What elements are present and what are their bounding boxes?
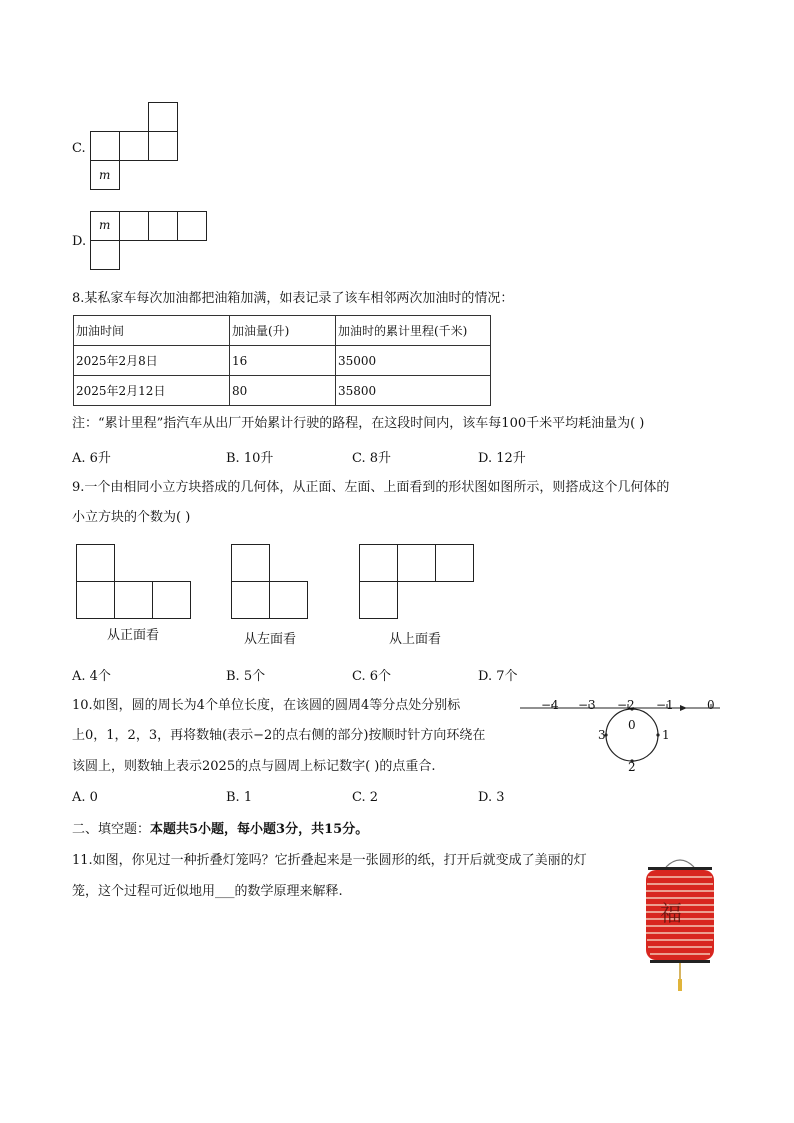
axis-tick-label: −2 xyxy=(617,698,635,712)
table-cell: 35000 xyxy=(336,346,491,376)
q10-option-a: A. 0 xyxy=(72,790,98,805)
q10-option-c: C. 2 xyxy=(352,790,379,805)
table-header-row xyxy=(74,316,491,346)
net-cell xyxy=(148,131,178,161)
lantern-glyph: 福 xyxy=(660,902,683,927)
q8-note: 注：“累计里程”指汽车从出厂开始累计行驶的路程，在这段时间内，该车每100千米平均耗油量为( ) xyxy=(72,416,645,431)
table-row xyxy=(74,376,491,406)
section-heading-prefix: 二、填空题： xyxy=(72,822,151,837)
axis-tick-label: −4 xyxy=(541,698,559,712)
option-d-label: D. xyxy=(72,234,87,249)
table-header-cell: 加油量(升) xyxy=(230,316,336,346)
lantern-image xyxy=(640,855,720,995)
q11-stem-line2: 笼，这个过程可近似地用___的数学原理来解释. xyxy=(72,884,343,899)
table-header-cell: 加油时间 xyxy=(74,316,230,346)
table-cell: 2025年2月8日 xyxy=(74,346,230,376)
cell-mark: m xyxy=(99,218,111,232)
net-cell-m xyxy=(90,211,120,241)
q9-option-c: C. 6个 xyxy=(352,669,392,684)
left-view-label: 从左面看 xyxy=(244,632,297,647)
q10-stem-line1: 10.如图，圆的周长为4个单位长度，在该圆的圆周4等分点处分别标 xyxy=(72,698,461,713)
section-heading xyxy=(72,821,368,839)
circle-mark-1: 1 xyxy=(662,728,670,742)
q8-option-b: B. 10升 xyxy=(226,451,274,466)
circle-mark-0: 0 xyxy=(628,718,636,732)
q10-stem-line3: 该圆上，则数轴上表示2025的点与圆周上标记数字( )的点重合. xyxy=(72,759,436,774)
view-cell xyxy=(114,581,153,619)
q10-stem-line2: 上0，1，2，3，再将数轴(表示−2的点右侧的部分)按顺时针方向环绕在 xyxy=(72,728,486,743)
view-cell xyxy=(359,581,398,619)
view-cell xyxy=(231,544,270,582)
view-cell xyxy=(152,581,191,619)
circle-mark-3: 3 xyxy=(598,728,606,742)
table-cell: 16 xyxy=(230,346,336,376)
q9-option-b: B. 5个 xyxy=(226,669,266,684)
net-cell xyxy=(119,131,149,161)
q8-option-c: C. 8升 xyxy=(352,451,392,466)
q8-table xyxy=(73,315,491,406)
view-cell xyxy=(76,544,115,582)
view-cell xyxy=(435,544,474,582)
q8-stem: 8.某私家车每次加油都把油箱加满，如表记录了该车相邻两次加油时的情况： xyxy=(72,291,514,306)
net-cell xyxy=(90,240,120,270)
view-cell xyxy=(397,544,436,582)
axis-tick-label: 0 xyxy=(707,698,715,712)
q8-option-d: D. 12升 xyxy=(478,451,526,466)
axis-tick-label: −1 xyxy=(656,698,674,712)
view-cell xyxy=(231,581,270,619)
net-cell xyxy=(90,131,120,161)
q10-option-d: D. 3 xyxy=(478,790,505,805)
table-header-cell: 加油时的累计里程(千米) xyxy=(336,316,491,346)
table-cell: 80 xyxy=(230,376,336,406)
section-heading-detail: 本题共5小题，每小题3分，共15分。 xyxy=(150,822,369,837)
table-cell: 35800 xyxy=(336,376,491,406)
top-view-label: 从上面看 xyxy=(389,632,442,647)
front-view-label: 从正面看 xyxy=(107,628,160,643)
net-cell xyxy=(177,211,207,241)
axis-tick-label: −3 xyxy=(578,698,596,712)
circle-mark-2: 2 xyxy=(628,760,636,774)
q11-stem-line1: 11.如图，你见过一种折叠灯笼吗？它折叠起来是一张圆形的纸，打开后就变成了美丽的灯 xyxy=(72,853,587,868)
option-c-label: C. xyxy=(72,141,86,156)
net-cell xyxy=(119,211,149,241)
view-cell xyxy=(76,581,115,619)
q10-option-b: B. 1 xyxy=(226,790,253,805)
view-cell xyxy=(359,544,398,582)
net-cell-m xyxy=(90,160,120,190)
q9-stem-line1: 9.一个由相同小立方块搭成的几何体，从正面、左面、上面看到的形状图如图所示，则搭成这个几何体的 xyxy=(72,480,670,495)
net-cell xyxy=(148,102,178,132)
table-row xyxy=(74,346,491,376)
q9-stem-line2: 小立方块的个数为( ) xyxy=(72,510,191,525)
q9-option-d: D. 7个 xyxy=(478,669,518,684)
cell-mark: m xyxy=(99,168,111,182)
view-cell xyxy=(269,581,308,619)
q9-option-a: A. 4个 xyxy=(72,669,111,684)
table-cell: 2025年2月12日 xyxy=(74,376,230,406)
q8-option-a: A. 6升 xyxy=(72,451,111,466)
net-cell xyxy=(148,211,178,241)
